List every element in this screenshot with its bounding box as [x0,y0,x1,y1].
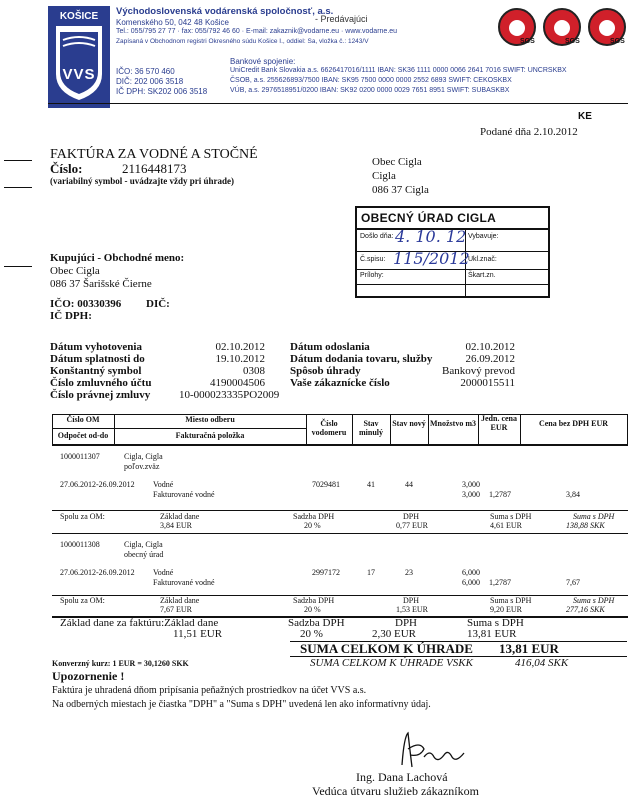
detail-value: 02.10.2012 [215,341,265,353]
buyer-line-1: Obec Cigla [50,265,100,277]
om-sum-skk: 138,88 SKK [566,521,605,530]
om-unit-price: 1,2787 [489,490,511,499]
om-period: 27.06.2012-26.09.2012 [60,568,135,577]
om-quantity-2: 3,000 [462,490,480,499]
th-reading-period: Odpočet od-do [57,431,109,440]
om-sum-label: Suma s DPH [490,512,532,521]
stamp-received-label: Došlo dňa: [360,233,394,240]
om-rate: 20 % [304,605,321,614]
om-place-2: poľov.zväz [124,462,160,471]
received-stamp [355,206,550,298]
total-base: 11,51 EUR [173,628,223,640]
region-code: KE [578,111,592,122]
grand-total-skk: 416,04 SKK [515,657,569,669]
total-rate: 20 % [300,628,323,640]
om-vat-label: DPH [403,512,420,521]
om-sum: 4,61 EUR [490,521,522,530]
th-unit-price: Jedn. cena EUR [481,414,517,432]
om-sum-label: Suma s DPH [490,596,532,605]
total-base-label: Základ dane za faktúru:Základ dane [60,617,219,629]
th-price-net: Cena bez DPH EUR [538,419,609,428]
bank-line-2: ČSOB, a.s. 255626893/7500 IBAN: SK95 7500 0000 0000 2552 6893 SWIFT: CEKOSKBX [230,77,512,84]
company-ico: IČO: 36 570 460 [116,67,175,76]
detail-value: 02.10.2012 [465,341,515,353]
detail-label: Dátum dodania tovaru, služby [290,353,433,365]
fold-mark [4,187,32,188]
detail-value: 19.10.2012 [215,353,265,365]
logo-shield-icon [50,22,108,102]
stamp-title: OBECNÝ ÚRAD CIGLA [361,211,497,225]
th-om-number: Číslo OM [66,415,100,424]
detail-label: Konštantný symbol [50,365,142,377]
detail-value: Bankový prevod [441,365,515,377]
total-sum-label: Suma s DPH [467,617,524,629]
company-logo [48,6,110,108]
om-price-net: 3,84 [566,490,580,499]
th-place: Miesto odberu [185,415,235,424]
header-divider [48,103,628,104]
logo-text: KOŠICE [59,11,99,22]
om-number: 1000011307 [60,452,100,461]
recipient-line-1: Obec Cigla [372,156,422,168]
om-rate: 20 % [304,521,321,530]
seller-label: - Predávajúci [315,14,368,24]
detail-label: Spôsob úhrady [290,365,361,377]
posted-date: Podané dňa 2.10.2012 [480,126,578,138]
th-item: Fakturačná položka [175,431,245,440]
detail-label: Dátum vyhotovenia [50,341,142,353]
signatory-name: Ing. Dana Lachová [356,770,448,784]
om-previous: 41 [367,480,375,489]
om-rate-label: Sadzba DPH [293,596,335,605]
invoice-number: 2116448173 [122,161,187,176]
company-icdph: IČ DPH: SK202 006 3518 [116,87,208,96]
om-price-net: 7,67 [566,578,580,587]
invoice-title: FAKTÚRA ZA VODNÉ A STOČNÉ [50,147,258,162]
om-place-2: obecný úrad [124,550,164,559]
detail-value: 2000015511 [460,377,515,389]
detail-value: 4190004506 [210,377,265,389]
th-previous: Stav minulý [358,419,383,437]
om-quantity-1: 6,000 [462,568,480,577]
table-header-bottom-line [52,444,628,446]
om-unit-price: 1,2787 [489,578,511,587]
stamp-file-label: Č.spisu: [360,256,386,263]
stamp-attachments-label: Prílohy: [360,272,384,279]
invoice-number-label: Číslo: [50,161,83,176]
buyer-icdph: IČ DPH: [50,310,92,322]
detail-label: Dátum odoslania [290,341,370,353]
total-vat-label: DPH [395,617,418,629]
om-vat: 1,53 EUR [396,605,428,614]
grand-total: 13,81 EUR [499,641,559,656]
detail-value: 10-000023335PO2009 [179,389,280,401]
grand-total-label: SUMA CELKOM K ÚHRADE [300,641,473,656]
recipient-line-3: 086 37 Cigla [372,184,429,196]
invoice-number-note: (variabilný symbol - uvádzajte vždy pri úhrade) [50,176,235,186]
om-sum-skk-label: Suma s DPH [573,596,615,605]
th-current: Stav nový [392,419,426,428]
om-base-label: Základ dane [160,596,200,605]
detail-label: Vaše zákaznícke číslo [290,377,390,389]
stamp-handler-label: Vybavuje: [468,233,499,240]
om-place-1: Cigla, Cigla [124,452,163,461]
certification-badges [498,8,628,48]
fold-mark [4,266,32,267]
om-previous: 17 [367,568,375,577]
logo-mark: VVS [62,66,96,83]
th-quantity: Množstvo m3 [430,419,476,428]
company-name: Východoslovenská vodárenská spoločnosť, a.s. [116,6,334,17]
notice-line-1: Faktúra je uhradená dňom pripísania peňažných prostriedkov na účet VVS a.s. [52,685,367,696]
om-sum: 9,20 EUR [490,605,522,614]
bank-line-1: UniCredit Bank Slovakia a.s. 6626417016/1111 IBAN: SK36 1111 0000 0066 2641 7016 SWIFT: UNCRSKBX [230,67,567,74]
notice-title: Upozornenie ! [52,669,125,683]
om-current: 23 [405,568,413,577]
om-vat-label: DPH [403,596,420,605]
company-contact: Tel.: 055/795 27 77 · fax: 055/792 46 60 · E-mail: zakaznik@vodarne.eu · www.vodarne.eu [116,28,398,35]
om-item-1: Vodné [153,480,174,489]
om-base-label: Základ dane [160,512,200,521]
notice-line-2: Na odberných miestach je čiastka "DPH" a "Suma s DPH" uvedená len ako informatívny údaj. [52,699,431,710]
om-quantity-1: 3,000 [462,480,480,489]
om-meter: 2997172 [312,568,340,577]
om-number: 1000011308 [60,540,100,549]
om-sum-skk-label: Suma s DPH [573,512,615,521]
total-rate-label: Sadzba DPH [288,617,345,629]
om-vat: 0,77 EUR [396,521,428,530]
total-sum: 13,81 EUR [467,628,517,640]
stamp-file-number: 115/2012 [393,249,470,268]
bank-line-3: VÚB, a.s. 2976518951/0200 IBAN: SK92 0200 0000 0029 7651 8951 SWIFT: SUBASKBX [230,87,510,94]
cert-label: SGS [610,38,625,45]
detail-label: Dátum splatnosti do [50,353,145,365]
detail-label: Číslo zmluvného účtu [50,377,152,389]
cert-label: SGS [565,38,580,45]
recipient-line-2: Cigla [372,170,396,182]
stamp-received-date: 4. 10. 12 [395,227,467,246]
om-place-1: Cigla, Cigla [124,540,163,549]
detail-value: 26.09.2012 [465,353,515,365]
bank-title: Bankové spojenie: [230,57,296,66]
buyer-dic: DIČ: [146,298,170,310]
signatory-role: Vedúca útvaru služieb zákazníkom [312,784,479,798]
om-meter: 7029481 [312,480,340,489]
company-address: Komenského 50, 042 48 Košice [116,18,229,27]
om-item-2: Fakturované vodné [153,490,215,499]
th-meter: Číslo vodomeru [311,419,347,437]
detail-label: Číslo právnej zmluvy [50,389,151,401]
om-quantity-2: 6,000 [462,578,480,587]
grand-total-skk-label: SUMA CELKOM K ÚHRADE VSKK [310,657,473,669]
om-current: 44 [405,480,413,489]
om-sum-skk: 277,16 SKK [566,605,605,614]
fold-mark [4,160,32,161]
om-rate-label: Sadzba DPH [293,512,335,521]
om-item-1: Vodné [153,568,174,577]
company-register: Zapísaná v Obchodnom registri Okresného súdu Košice I., oddiel: Sa, vložka č.: 1243/V [116,38,369,45]
stamp-shred-label: Škart.zn. [468,272,496,279]
detail-value: 0308 [243,365,265,377]
om-item-2: Fakturované vodné [153,578,215,587]
om-total-label: Spolu za OM: [60,596,105,605]
stamp-storage-label: Ukl.znač: [468,256,497,263]
buyer-label: Kupujúci - Obchodné meno: [50,252,185,264]
conversion-rate: Konverzný kurz: 1 EUR = 30,1260 SKK [52,659,189,668]
company-dic: DIČ: 202 006 3518 [116,77,184,86]
buyer-line-2: 086 37 Šarišské Čierne [50,278,152,290]
om-base: 7,67 EUR [160,605,192,614]
om-total-label: Spolu za OM: [60,512,105,521]
total-vat: 2,30 EUR [372,628,416,640]
om-base: 3,84 EUR [160,521,192,530]
buyer-ico: IČO: 00330396 [50,298,122,310]
cert-label: SGS [520,38,535,45]
om-period: 27.06.2012-26.09.2012 [60,480,135,489]
